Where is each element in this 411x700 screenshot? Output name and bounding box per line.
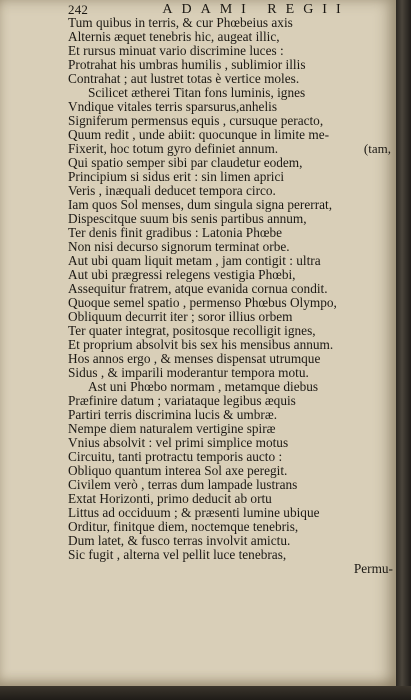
- verse-line-text: Iam quos Sol menses, dum singula signa pererrat,: [68, 197, 333, 212]
- verse-line-text: Civilem verò , terras dum lampade lustrans: [68, 477, 298, 492]
- verse-line: [68, 310, 393, 324]
- verse-line-text: Alternis æquet tenebris hic, augeat illic,: [68, 29, 280, 44]
- verse-line-text: Vnius absolvit : vel primi simplice motus: [68, 435, 289, 450]
- verse-line: [68, 478, 393, 492]
- verse-line-text: Ter denis finit gradibus : Latonia Phœbe: [68, 225, 282, 240]
- verse-line: [68, 352, 393, 366]
- verse-line: [68, 128, 393, 142]
- verse-line: [68, 282, 393, 296]
- verse-line: [68, 548, 393, 562]
- verse-line-text: Contrahat ; aut lustret totas è vertice moles.: [68, 71, 300, 86]
- verse-line-text: Nempe diem naturalem vertigine spiræ: [68, 421, 276, 436]
- verse-line-text: Obliquum decurrit iter ; soror illius orbem: [68, 309, 293, 324]
- verse-line: [68, 198, 393, 212]
- verse-line: [68, 268, 393, 282]
- verse-line: [68, 366, 393, 380]
- verse-line: [68, 520, 393, 534]
- verse-line-text: Hos annos ergo , & menses dispensat utrumque: [68, 351, 321, 366]
- verse-line: [68, 436, 393, 450]
- catchword: Permu-: [353, 561, 393, 576]
- verse-line-text: Orditur, finitque diem, noctemque tenebris,: [68, 519, 299, 534]
- verse-line: [68, 156, 393, 170]
- verse-line: [68, 114, 393, 128]
- verse-line: [68, 534, 393, 548]
- verse-line: [68, 296, 393, 310]
- catchword-line: [68, 562, 393, 576]
- verse-line-text: Signiferum permensus equis , cursuque peracto,: [68, 113, 324, 128]
- verse-line-text: Aut ubi quam liquit metam , jam contigit : ultra: [68, 253, 321, 268]
- verse-line: [68, 58, 393, 72]
- verse-line-text: Scilicet ætherei Titan fons luminis, ignes: [88, 85, 306, 100]
- verse-line: [68, 142, 393, 156]
- verse-line: [68, 408, 393, 422]
- verse-line-text: Obliquo quantum interea Sol axe peregit.: [68, 463, 288, 478]
- verse-line-text: Et rursus minuat vario discrimine luces :: [68, 43, 284, 58]
- verse-line-text: Non nisi decurso signorum terminat orbe.: [68, 239, 290, 254]
- verse-line-text: Et proprium absolvit bis sex his mensibus annum.: [68, 337, 334, 352]
- verse-line-text: Principium si sidus erit : sin limen aprici: [68, 169, 285, 184]
- verse-line: [68, 170, 393, 184]
- verse-line-text: Præfinire datum ; variataque legibus æquis: [68, 393, 296, 408]
- verse-line: [68, 422, 393, 436]
- verse-line-text: Vndique vitales terris sparsurus,anhelis: [68, 99, 278, 114]
- verse-line: [68, 338, 393, 352]
- verse-line: [68, 226, 393, 240]
- verse-line: [68, 240, 393, 254]
- verse-line: [68, 394, 393, 408]
- verse-line-text: Ast uni Phœbo normam , metamque diebus: [88, 379, 319, 394]
- book-edge-right: [396, 0, 411, 700]
- verse-line-text: Circuitu, tanti protractu temporis aucto :: [68, 449, 283, 464]
- verse-line: [68, 30, 393, 44]
- verse-line-text: Qui spatio semper sibi par claudetur eodem,: [68, 155, 303, 170]
- running-title: ADAMI REGII: [162, 2, 350, 17]
- verse-line-text: Quoque semel spatio , permenso Phœbus Olympo,: [68, 295, 337, 310]
- verse-line-text: Sidus , & imparili moderantur tempora motu.: [68, 365, 309, 380]
- verse-line: [68, 254, 393, 268]
- verse-line-text: Protrahat his umbras humilis , sublimior illis: [68, 57, 306, 72]
- verse-line-text: Aut ubi prægressi relegens vestigia Phœbi,: [68, 267, 296, 282]
- book-edge-bottom: [0, 686, 411, 700]
- verse-line-text: Extat Horizonti, primo deducit ab ortu: [68, 491, 272, 506]
- verse-line-text: Tum quibus in terris, & cur Phœbeius axis: [68, 15, 293, 30]
- verse-line-text: Partiri terris discrimina lucis & umbræ.: [68, 407, 278, 422]
- verse-line: [68, 72, 393, 86]
- verse-line-text: Dispescitque suum bis senis partibus annum,: [68, 211, 307, 226]
- verse-line: [68, 492, 393, 506]
- verse-line: [68, 86, 393, 100]
- verse-line: [68, 100, 393, 114]
- verse-line-text: Sic fugit , alterna vel pellit luce tenebras,: [68, 547, 287, 562]
- verse-line: [68, 380, 393, 394]
- verse-line-text: Assequitur fratrem, atque evanida cornua condit.: [68, 281, 328, 296]
- verse-line: [68, 16, 393, 30]
- verse-line: [68, 184, 393, 198]
- verse-line-text: Veris , inæquali deducet tempora circo.: [68, 183, 276, 198]
- verse-line-text: Ter quater integrat, positosque recolligit ignes,: [68, 323, 316, 338]
- verse-line-text: Fixerit, hoc totum gyro definiet annum.: [68, 141, 279, 156]
- verse-line-text: Littus ad occiduum ; & præsenti lumine ubique: [68, 505, 320, 520]
- verse-line: [68, 324, 393, 338]
- verse-line: [68, 464, 393, 478]
- verse-line: [68, 44, 393, 58]
- page-number: 242: [68, 2, 89, 17]
- verse-line: [68, 212, 393, 226]
- margin-note: (tam,: [363, 141, 391, 156]
- verse-line-text: Dum latet, & fusco terras involvit amictu.: [68, 533, 291, 548]
- verse-block: [68, 16, 393, 576]
- verse-line: [68, 450, 393, 464]
- verse-line-text: Quum redit , unde abiit: quocunque in limite me-: [68, 127, 330, 142]
- verse-line: [68, 506, 393, 520]
